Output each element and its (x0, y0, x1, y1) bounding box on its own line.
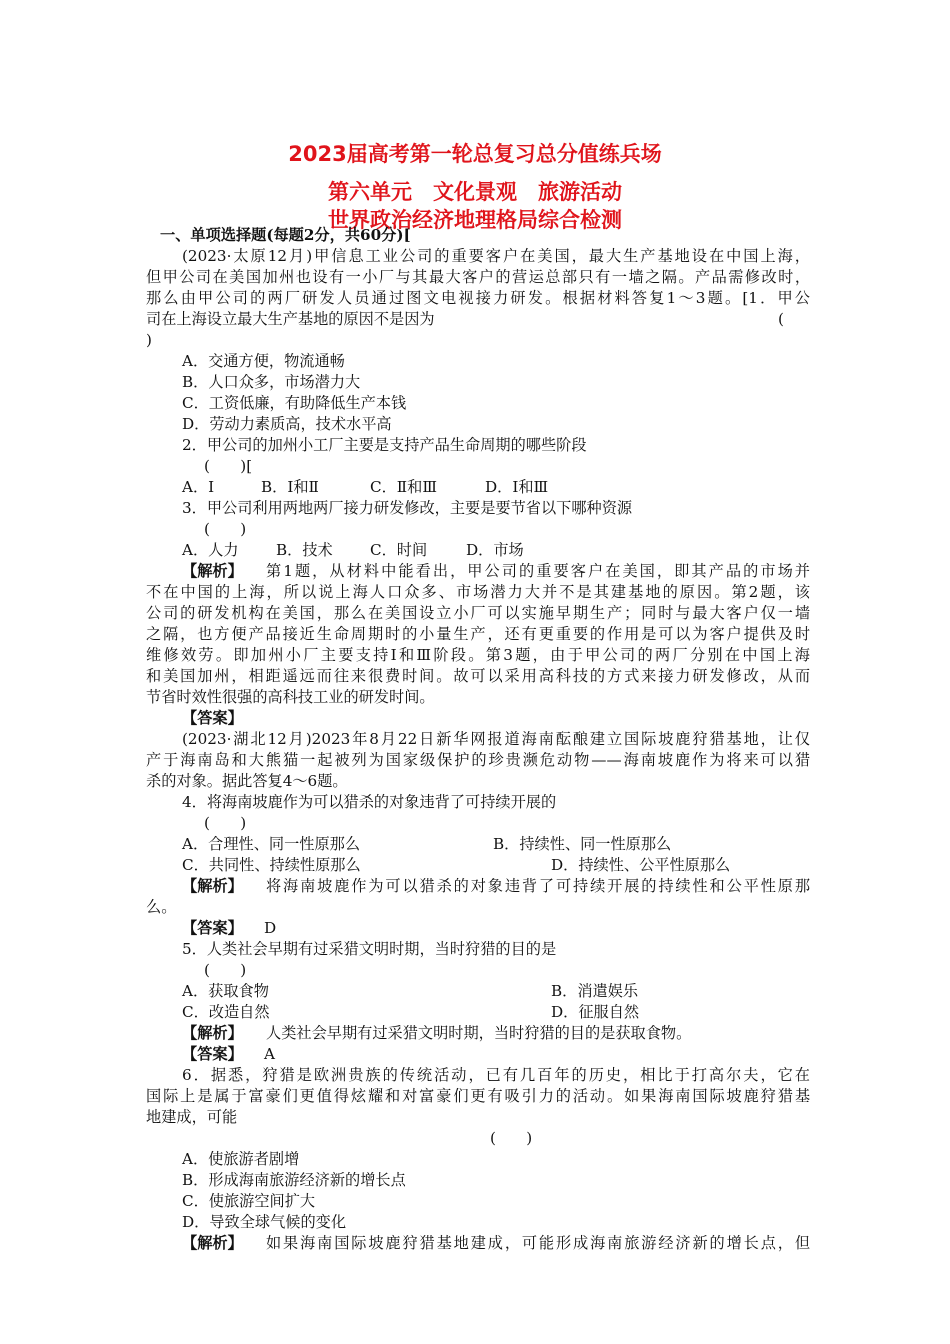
analysis-text: 不在中国的上海，所以说上海人口众多、市场潜力大并不是其建基地的原因。第2题，该 (146, 583, 810, 601)
analysis-text: 和美国加州，相距遥远而往来很费时间。故可以采用高科技的方式来接力研发修改，从而 (146, 667, 810, 685)
passage-line: (2023·湖北12月)2023年8月22日新华网报道海南酝酿建立国际坡鹿狩猎基地，让仅 (182, 730, 810, 748)
option-a: A．人力 (182, 541, 239, 559)
analysis-text: 第1题，从材料中能看出，甲公司的重要客户在美国，即其产品的市场并 (266, 562, 810, 580)
analysis-text: 公司的研发机构在美国，那么在美国设立小厂可以实施早期生产；同时与最大客户仅一墙 (146, 604, 810, 622)
option-b: B．形成海南旅游经济新的增长点 (182, 1171, 406, 1189)
option-d: D．劳动力素质高，技术水平高 (182, 415, 392, 433)
question-stem: 6．据悉，狩猎是欧洲贵族的传统活动，已有几百年的历史，相比于打高尔夫，它在 (182, 1066, 810, 1084)
answer-bracket: ( ) (204, 814, 247, 832)
answer-bracket: ( )[ (204, 457, 253, 475)
answer-bracket: ) (146, 331, 152, 349)
option-b: B．消遣娱乐 (551, 982, 639, 1000)
analysis-text: 人类社会早期有过采猎文明时期，当时狩猎的目的是获取食物。 (266, 1024, 692, 1042)
passage-line: 但甲公司在美国加州也设有一小厂与其最大客户的营运总部只有一墙之隔。产品需修改时， (146, 268, 810, 286)
answer-bracket: ( (778, 310, 784, 328)
answer-label: 【答案】 (182, 709, 243, 727)
option-d: D．Ⅰ和Ⅲ (485, 478, 549, 496)
answer-bracket: ( ) (204, 520, 247, 538)
document-title: 2023届高考第一轮总复习总分值练兵场 (288, 142, 662, 166)
section-heading: 一、单项选择题(每题2分，共60分)[ (160, 226, 411, 244)
option-a: A．Ⅰ (182, 478, 215, 496)
answer-bracket: ( ) (490, 1129, 533, 1147)
passage-line: 产于海南岛和大熊猫一起被列为国家级保护的珍贵濒危动物——海南坡鹿作为将来可以猎 (146, 751, 810, 769)
answer-label: 【答案】 (182, 1045, 243, 1063)
analysis-text: 么。 (146, 898, 177, 916)
question-stem: 国际上是属于富豪们更值得炫耀和对富豪们更有吸引力的活动。如果海南国际坡鹿狩猎基 (146, 1087, 810, 1105)
question-stem: 3．甲公司利用两地两厂接力研发修改，主要是要节省以下哪种资源 (182, 499, 633, 517)
question-stem: 地建成，可能 (146, 1108, 238, 1126)
option-c: C．工资低廉，有助降低生产本钱 (182, 394, 407, 412)
passage-line: (2023·太原12月)甲信息工业公司的重要客户在美国，最大生产基地设在中国上海， (182, 247, 810, 265)
question-stem: 4．将海南坡鹿作为可以猎杀的对象违背了可持续开展的 (182, 793, 557, 811)
option-d: D．征服自然 (551, 1003, 640, 1021)
analysis-text: 节省时效性很强的高科技工业的研发时间。 (146, 688, 435, 706)
answer-bracket: ( ) (204, 961, 247, 979)
answer-value: D (264, 919, 277, 937)
option-a: A．合理性、同一性原那么 (182, 835, 361, 853)
option-a: A．交通方便，物流通畅 (182, 352, 345, 370)
analysis-label: 【解析】 (182, 1234, 243, 1252)
option-b: B．技术 (276, 541, 333, 559)
option-b: B．Ⅰ和Ⅱ (261, 478, 319, 496)
option-c: C．时间 (370, 541, 428, 559)
option-d: D．导致全球气候的变化 (182, 1213, 347, 1231)
analysis-text: 维修效劳。即加州小厂主要支持Ⅰ和Ⅲ阶段。第3题，由于甲公司的两厂分别在中国上海 (146, 646, 810, 664)
option-a: A．使旅游者剧增 (182, 1150, 300, 1168)
analysis-text: 将海南坡鹿作为可以猎杀的对象违背了可持续开展的持续性和公平性原那 (266, 877, 810, 895)
analysis-label: 【解析】 (182, 562, 243, 580)
option-b: B．持续性、同一性原那么 (493, 835, 672, 853)
option-a: A．获取食物 (182, 982, 269, 1000)
question-stem: 2．甲公司的加州小工厂主要是支持产品生命周期的哪些阶段 (182, 436, 587, 454)
option-c: C．Ⅱ和Ⅲ (370, 478, 437, 496)
passage-line: 那么由甲公司的两厂研发人员通过图文电视接力研发。根据材料答复1～3题。[1．甲公 (146, 289, 810, 307)
option-d: D．持续性、公平性原那么 (551, 856, 731, 874)
analysis-label: 【解析】 (182, 877, 243, 895)
option-b: B．人口众多，市场潜力大 (182, 373, 361, 391)
option-c: C．共同性、持续性原那么 (182, 856, 361, 874)
test-title: 世界政治经济地理格局综合检测 (328, 208, 622, 232)
answer-label: 【答案】 (182, 919, 243, 937)
option-c: C．使旅游空间扩大 (182, 1192, 316, 1210)
passage-line: 杀的对象。据此答复4～6题。 (146, 772, 348, 790)
analysis-text: 如果海南国际坡鹿狩猎基地建成，可能形成海南旅游经济新的增长点，但 (266, 1234, 810, 1252)
question-stem: 5．人类社会早期有过采猎文明时期，当时狩猎的目的是 (182, 940, 557, 958)
unit-title: 第六单元 文化景观 旅游活动 (328, 180, 622, 204)
analysis-text: 之隔，也方便产品接近生命周期时的小量生产，还有更重要的作用是可以为客户提供及时 (146, 625, 810, 643)
analysis-label: 【解析】 (182, 1024, 243, 1042)
option-c: C．改造自然 (182, 1003, 270, 1021)
option-d: D．市场 (466, 541, 524, 559)
answer-value: A (264, 1045, 275, 1063)
passage-line: 司在上海设立最大生产基地的原因不是因为 (146, 310, 435, 328)
